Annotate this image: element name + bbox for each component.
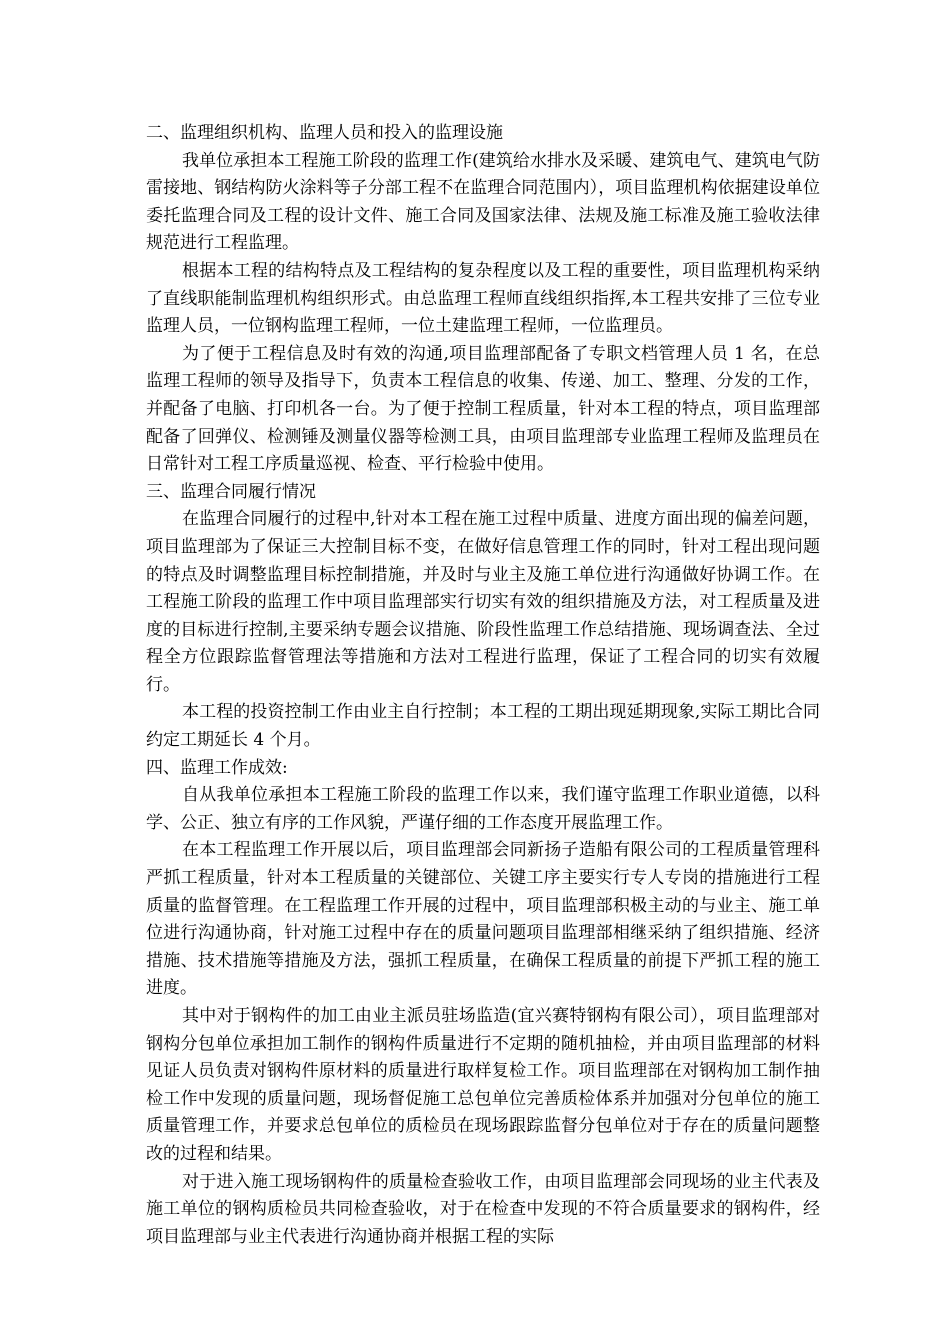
paragraph: 本工程的投资控制工作由业主自行控制；本工程的工期出现延期现象,实际工期比合同约定工期延长 4 个月。 [146, 702, 820, 751]
document-page [146, 120, 820, 1251]
section-heading-2: 二、监理组织机构、监理人员和投入的监理设施 [146, 123, 503, 143]
paragraph: 其中对于钢构件的加工由业主派员驻场监造(宜兴赛特钢构有限公司），项目监理部对钢构分包单位承担加工制作的钢构件质量进行不定期的随机抽检，并由项目监理部的材料见证人员负责对钢构件原材料的质量进行取样复检工作。项目监理部在对钢构加工制作抽检工作中发现的质量问题，现场督促施工总包单位完善质检体系并加强对分包单位的施工质量管理工作，并要求总包单位的质检员在现场跟踪监督分包单位对于存在的质量问题整改的过程和结果。 [146, 1006, 820, 1164]
paragraph: 根据本工程的结构特点及工程结构的复杂程度以及工程的重要性，项目监理机构采纳了直线职能制监理机构组织形式。由总监理工程师直线组织指挥,本工程共安排了三位专业监理人员，一位钢构监理工程师，一位土建监理工程师，一位监理员。 [146, 260, 820, 337]
paragraph: 为了便于工程信息及时有效的沟通,项目监理部配备了专职文档管理人员 1 名，在总监理工程师的领导及指导下，负责本工程信息的收集、传递、加工、整理、分发的工作，并配备了电脑、打印机各一台。为了便于控制工程质量，针对本工程的特点，项目监理部配备了回弹仪、检测锤及测量仪器等检测工具，由项目监理部专业监理工程师及监理员在日常针对工程工序质量巡视、检查、平行检验中使用。 [146, 343, 820, 475]
paragraph: 对于进入施工现场钢构件的质量检查验收工作，由项目监理部会同现场的业主代表及施工单位的钢构质检员共同检查验收，对于在检查中发现的不符合质量要求的钢构件，经项目监理部与业主代表进行沟通协商并根据工程的实际 [146, 1171, 820, 1247]
paragraph: 我单位承担本工程施工阶段的监理工作(建筑给水排水及采暖、建筑电气、建筑电气防雷接地、钢结构防火涂料等子分部工程不在监理合同范围内），项目监理机构依据建设单位委托监理合同及工程的设计文件、施工合同及国家法律、法规及施工标准及施工验收法律规范进行工程监理。 [146, 150, 820, 254]
paragraph: 在本工程监理工作开展以后，项目监理部会同新扬子造船有限公司的工程质量管理科严抓工程质量，针对本工程质量的关键部位、关键工序主要实行专人专岗的措施进行工程质量的监督管理。在工程监理工作开展的过程中，项目监理部积极主动的与业主、施工单位进行沟通协商，针对施工过程中存在的质量问题项目监理部相继采纳了组织措施、经济措施、技术措施等措施及方法，强抓工程质量，在确保工程质量的前提下严抓工程的施工进度。 [146, 840, 820, 999]
section-heading-4: 四、监理工作成效: [146, 757, 288, 778]
paragraph: 自从我单位承担本工程施工阶段的监理工作以来，我们谨守监理工作职业道德，以科学、公正、独立有序的工作风貌，严谨仔细的工作态度开展监理工作。 [146, 785, 820, 833]
paragraph: 在监理合同履行的过程中,针对本工程在施工过程中质量、进度方面出现的偏差问题，项目监理部为了保证三大控制目标不变，在做好信息管理工作的同时，针对工程出现问题的特点及时调整监理目标控制措施，并及时与业主及施工单位进行沟通做好协调工作。在工程施工阶段的监理工作中项目监理部实行切实有效的组织措施及方法，对工程质量及进度的目标进行控制,主要采纳专题会议措施、阶段性监理工作总结措施、现场调查法、全过程全方位跟踪监督管理法等措施和方法对工程进行监理，保证了工程合同的切实有效履行。 [146, 509, 820, 695]
section-heading-3: 三、监理合同履行情况 [146, 481, 316, 502]
